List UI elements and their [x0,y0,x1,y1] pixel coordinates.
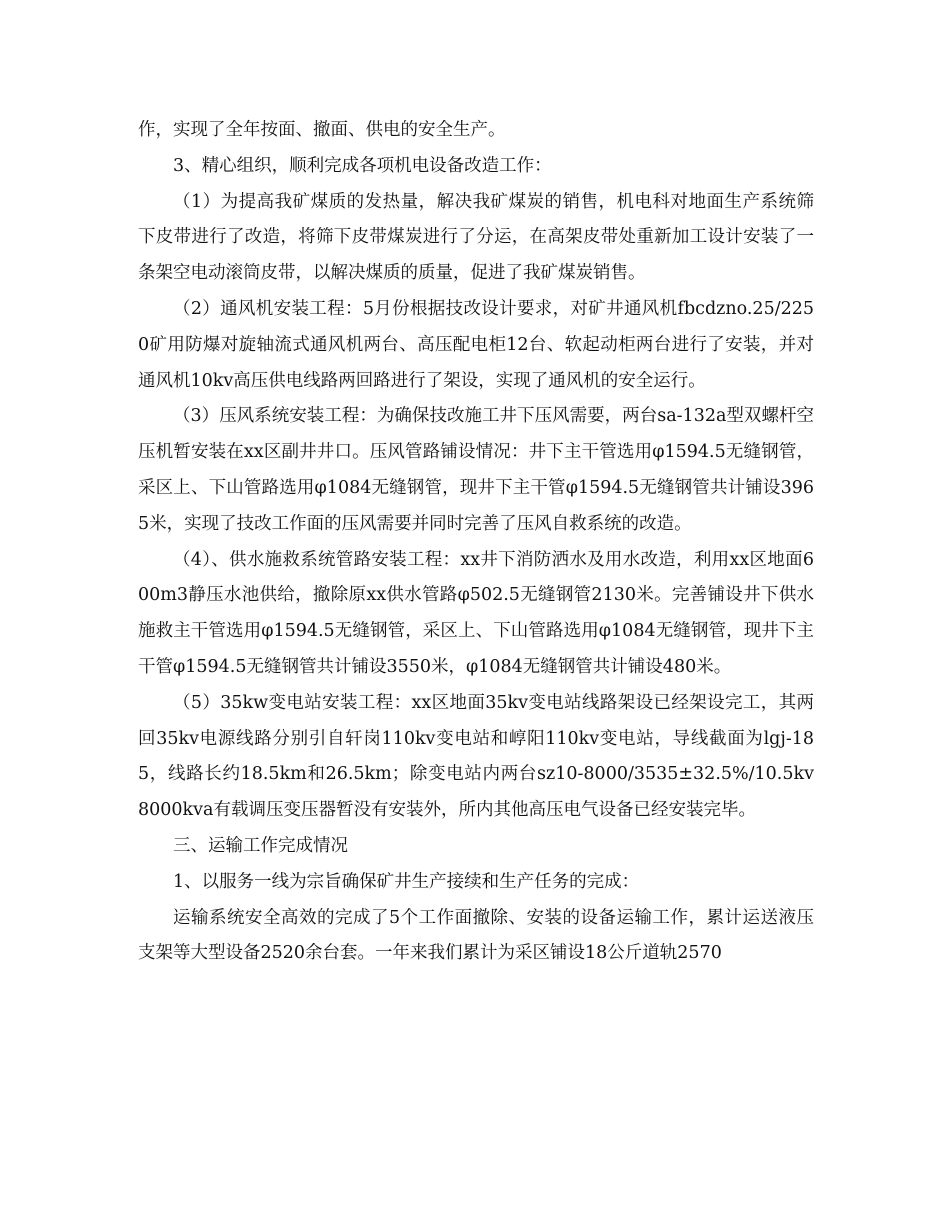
paragraph-item-4-water-supply: （4）、供水施救系统管路安装工程：xx井下消防洒水及用水改造，利用xx区地面600m3静压水池供给，撤除原xx供水管路φ502.5无缝钢管2130米。完善铺设井下供水施救主干管选用φ1594.5无缝钢管，采区上、下山管路选用φ1084无缝钢管，现井下主干管φ1594.5无缝钢管共计铺设3550米，φ1084无缝钢管共计铺设480米。 [138,549,814,677]
paragraph-item-2-ventilator: （2）通风机安装工程：5月份根据技改设计要求，对矿井通风机fbcdzno.25/2250矿用防爆对旋轴流式通风机两台、高压配电柜12台、软起动柜两台进行了安装，并对通风机10kv高压供电线路两回路进行了架设，实现了通风机的安全运行。 [138,298,814,391]
paragraph-continuation: 作，实现了全年按面、撤面、供电的安全生产。 [138,120,506,140]
paragraph-item-3-compressed-air: （3）压风系统安装工程：为确保技改施工井下压风需要，两台sa-132a型双螺杆空压机暂安装在xx区副井井口。压风管路铺设情况：井下主干管选用φ1594.5无缝钢管，采区上、下山管路选用φ1084无缝钢管，现井下主干管φ1594.5无缝钢管共计铺设3965米，实现了技改工作面的压风需要并同时完善了压风自救系统的改造。 [138,406,814,534]
paragraph-item-5-substation: （5）35kw变电站安装工程：xx区地面35kv变电站线路架设已经架设完工，其两回35kv电源线路分别引自轩岗110kv变电站和崞阳110kv变电站，导线截面为lgj-185，线路长约18.5km和26.5km；除变电站内两台sz10-8000/3535±32.5%/10.5kv8000kva有载调压变压器暂没有安装外，所内其他高压电气设备已经安装完毕。 [138,692,814,821]
paragraph-heading-equipment-upgrade: 3、精心组织，顺利完成各项机电设备改造工作： [173,155,552,176]
paragraph-transport-summary: 运输系统安全高效的完成了5个工作面撤除、安装的设备运输工作，累计运送液压支架等大型设备2520余台套。一年来我们累计为采区铺设18公斤道轨2570 [138,907,814,964]
document-body [138,113,814,972]
paragraph-heading-service: 1、以服务一线为宗旨确保矿井生产接续和生产任务的完成： [173,871,640,892]
section-heading-transport: 三、运输工作完成情况 [173,835,348,856]
paragraph-item-1-belt-upgrade: （1）为提高我矿煤质的发热量，解决我矿煤炭的销售，机电科对地面生产系统筛下皮带进行了改造，将筛下皮带煤炭进行了分运，在高架皮带处重新加工设计安装了一条架空电动滚筒皮带，以解决煤质的质量，促进了我矿煤炭销售。 [138,191,814,284]
